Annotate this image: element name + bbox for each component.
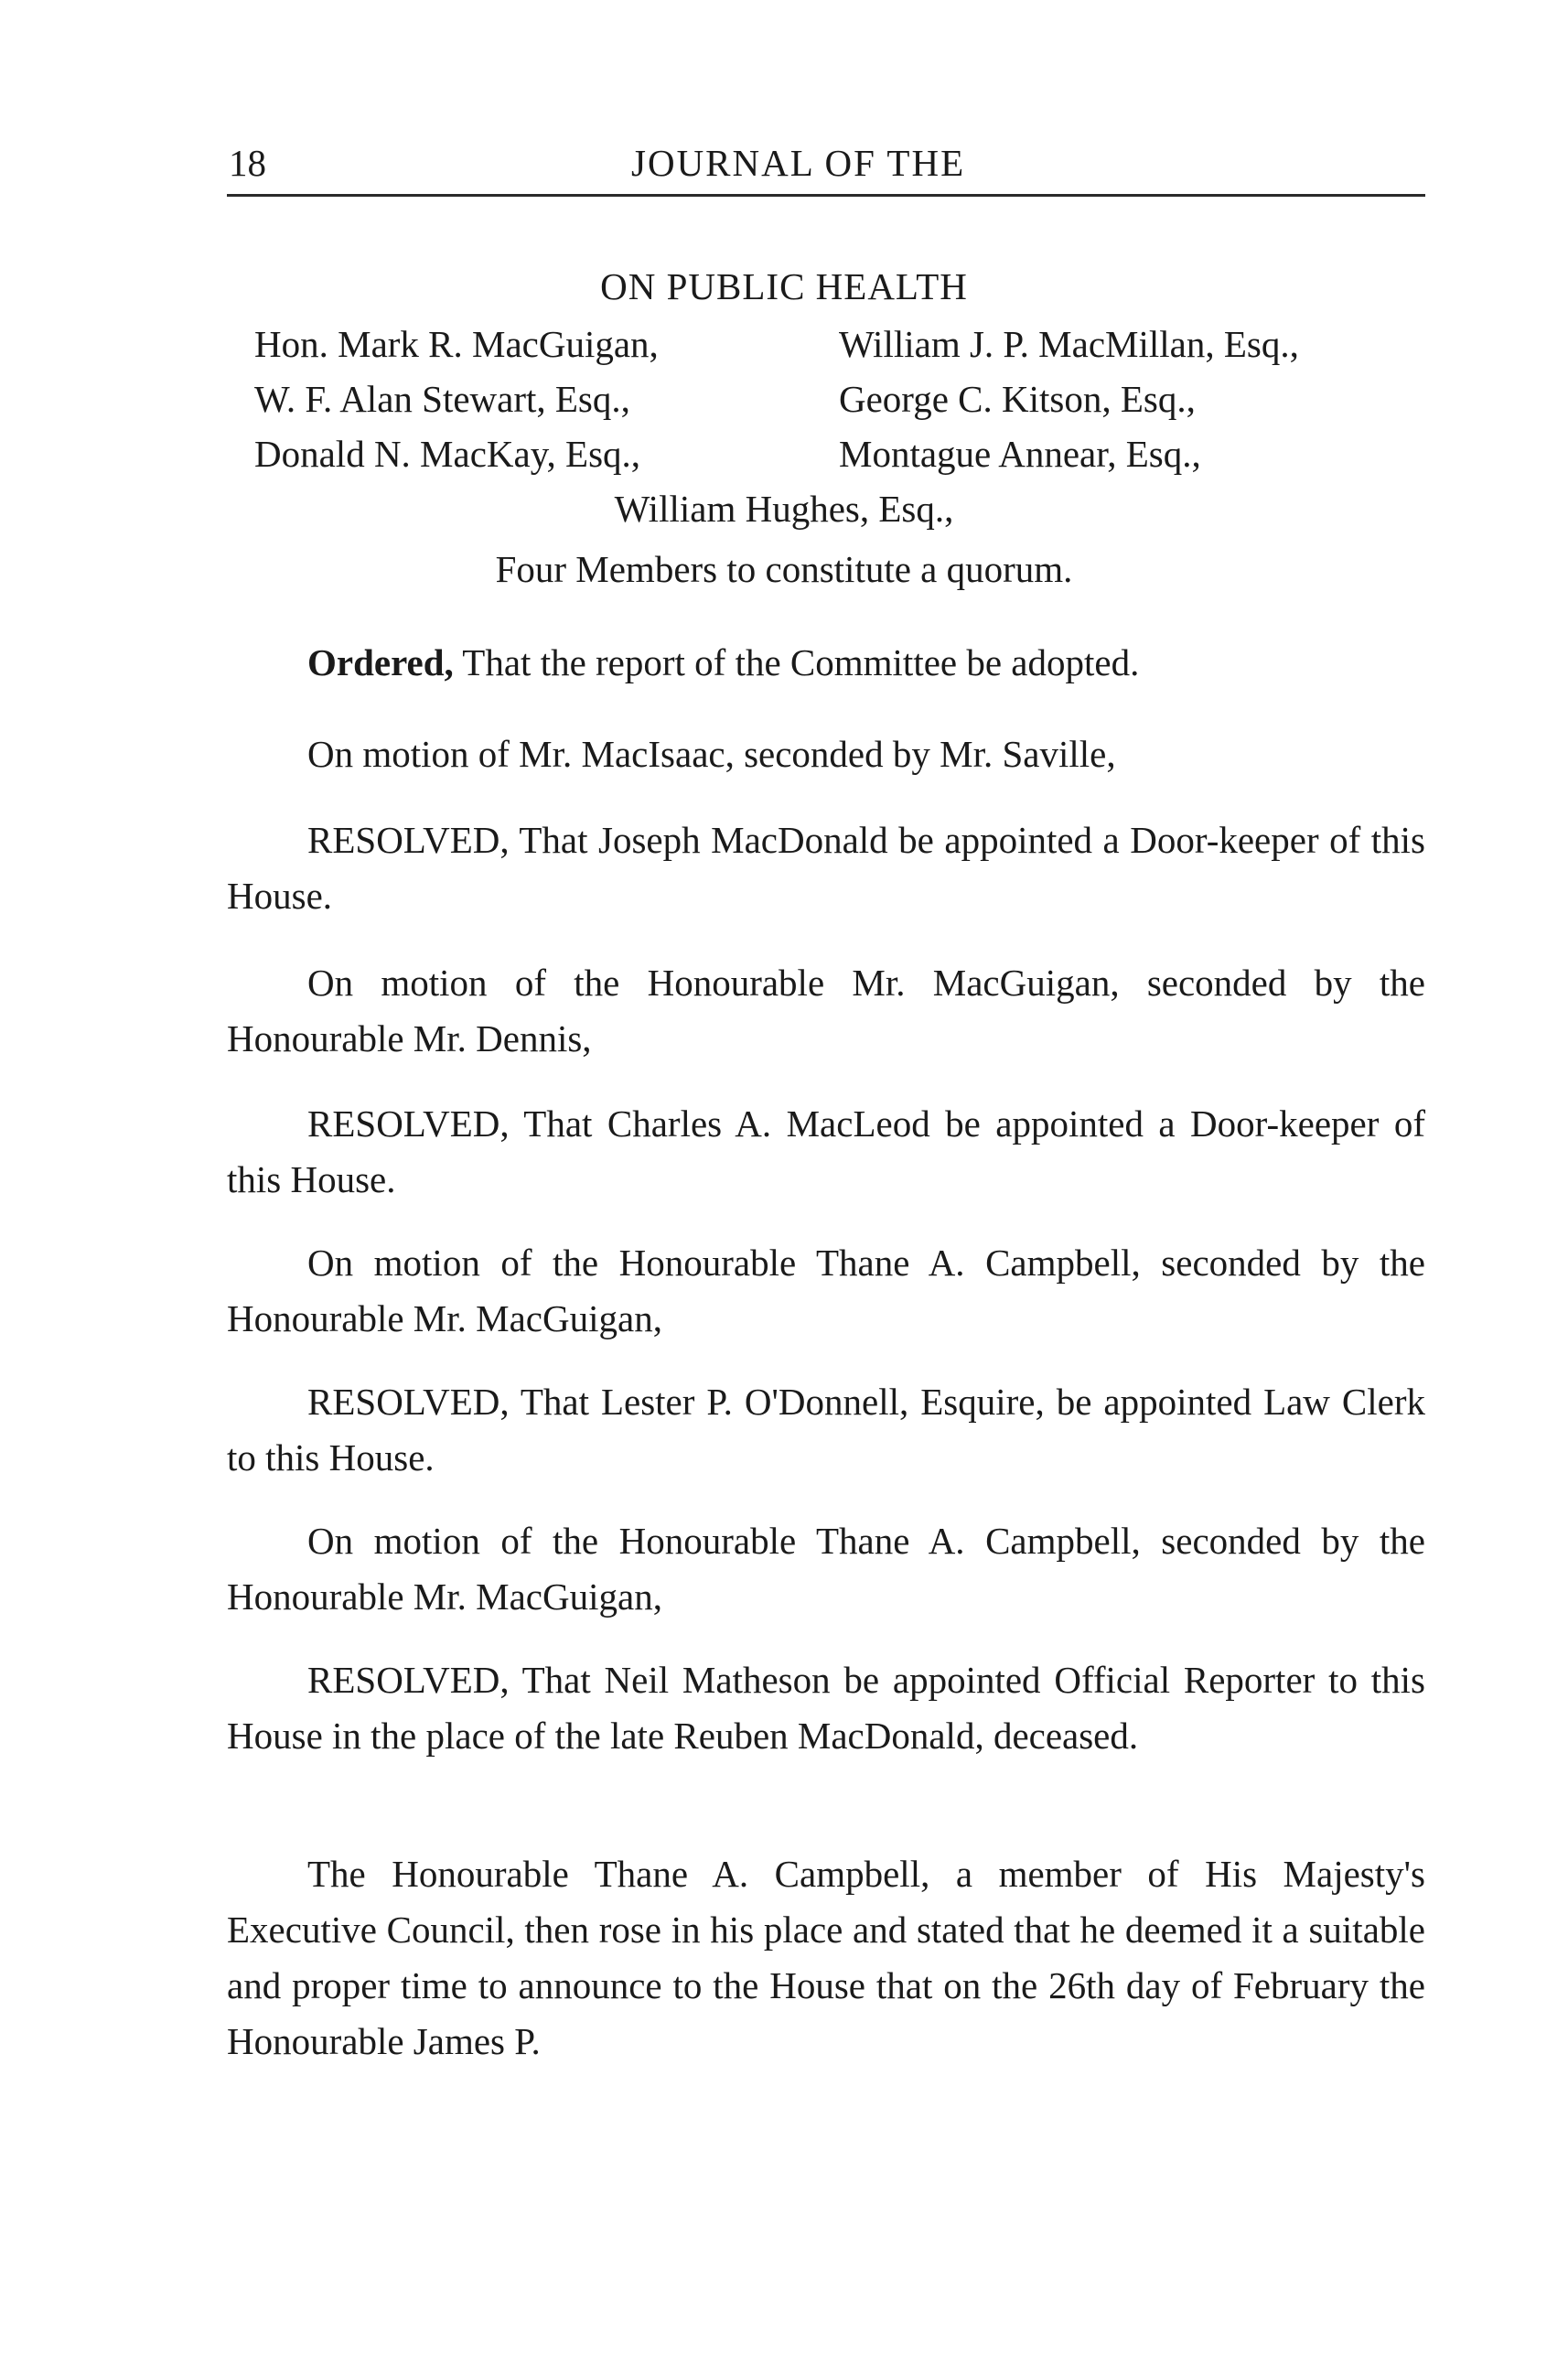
committee-member: Montague Annear, Esq., [839,433,1201,475]
resolution-paragraph: RESOLVED, That Charles A. MacLeod be appointed a Door-keeper of this House. [227,1102,1425,1200]
motion-paragraph: On motion of the Honourable Mr. MacGuigan, seconded by the Honourable Mr. Dennis, [227,962,1425,1059]
header-rule [227,194,1425,197]
committee-member: Donald N. MacKay, Esq., [254,433,641,475]
committee-member: W. F. Alan Stewart, Esq., [254,378,630,420]
motion-paragraph: On motion of Mr. MacIsaac, seconded by Mr. Saville, [307,733,1116,775]
announcement-paragraph: The Honourable Thane A. Campbell, a member of His Majesty's Executive Council, then rose in his place and stated that he deemed it a suitable and proper time to announce to the House that on the 26th day of February the Honourable James P. [227,1853,1425,2062]
committee-member: William J. P. MacMillan, Esq., [839,323,1299,365]
quorum-note: Four Members to constitute a quorum. [495,548,1073,590]
committee-member: George C. Kitson, Esq., [839,378,1196,420]
ordered-label: Ordered, [307,641,454,683]
resolution-paragraph: RESOLVED, That Neil Matheson be appointed Official Reporter to this House in the place of the late Reuben MacDonald, deceased. [227,1659,1425,1757]
committee-member: Hon. Mark R. MacGuigan, [254,323,659,365]
resolution-paragraph: RESOLVED, That Joseph MacDonald be appointed a Door-keeper of this House. [227,819,1425,917]
committee-title: ON PUBLIC HEALTH [600,265,968,307]
running-title: JOURNAL OF THE [631,142,966,184]
ordered-text: That the report of the Committee be adopted. [453,641,1140,683]
motion-paragraph: On motion of the Honourable Thane A. Campbell, seconded by the Honourable Mr. MacGuigan, [227,1520,1425,1618]
motion-paragraph: On motion of the Honourable Thane A. Campbell, seconded by the Honourable Mr. MacGuigan, [227,1242,1425,1339]
ordered-paragraph [227,635,1425,691]
page-number: 18 [229,142,266,184]
resolution-paragraph: RESOLVED, That Lester P. O'Donnell, Esquire, be appointed Law Clerk to this House. [227,1381,1425,1479]
committee-member: William Hughes, Esq., [614,488,954,530]
